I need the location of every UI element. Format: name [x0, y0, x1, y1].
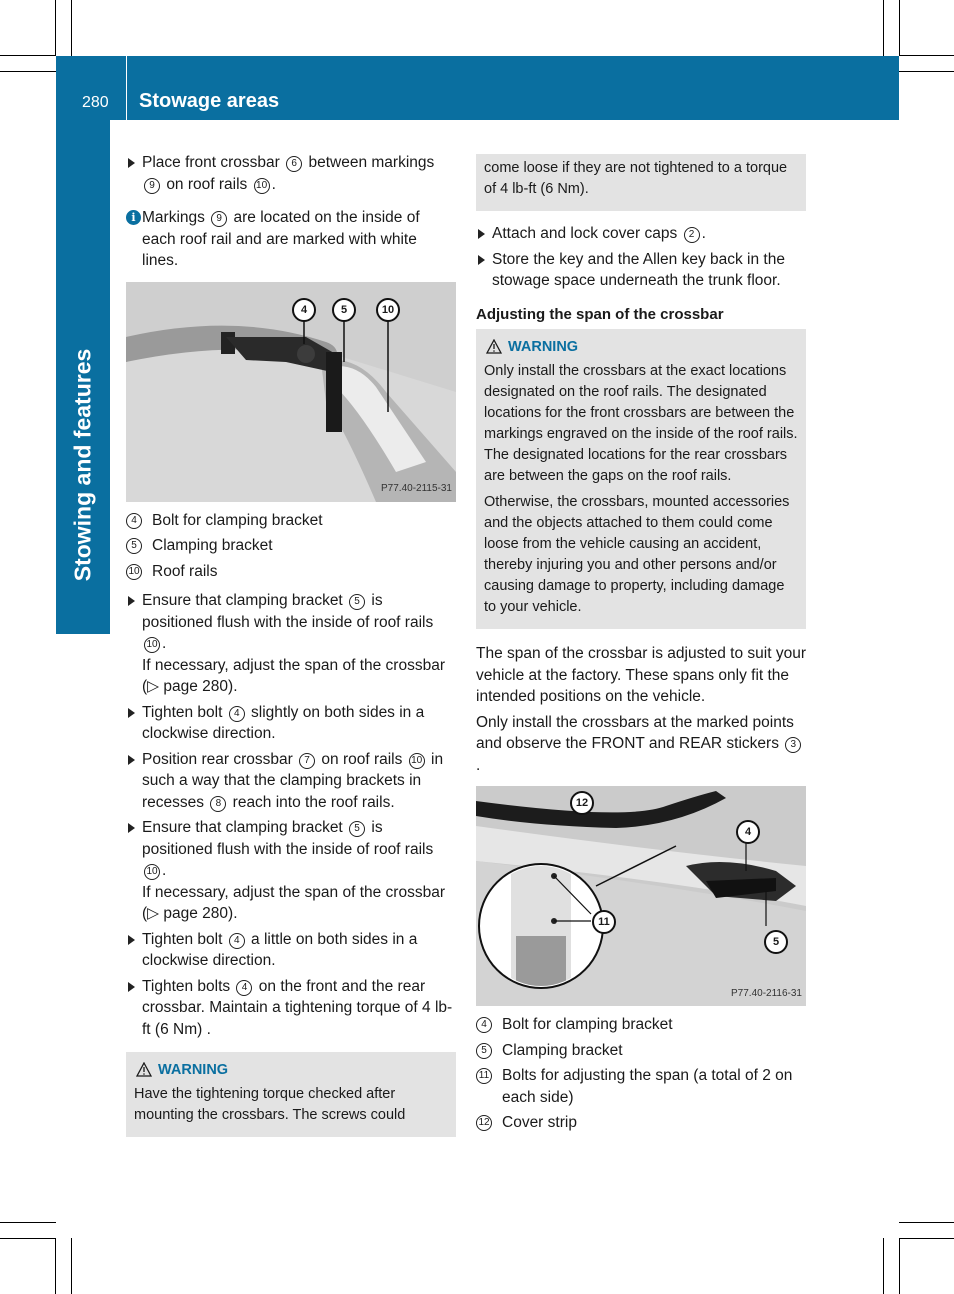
legend-text: Bolts for adjusting the span (a total of 2 on each side): [502, 1067, 793, 1106]
spacer: [476, 211, 806, 223]
figure-crossbar-span: [476, 786, 806, 1006]
callout-4: 4: [292, 298, 316, 322]
legend-text: Cover strip: [502, 1114, 577, 1131]
step-text: Ensure that clamping bracket: [142, 819, 343, 836]
page-number: 280: [82, 94, 109, 111]
crop-mark: [0, 1238, 56, 1239]
ref-number: 12: [476, 1115, 492, 1131]
right-column: [476, 154, 806, 1138]
ref-number: 10: [144, 864, 160, 880]
legend-item: [476, 1065, 806, 1108]
legend-text: Clamping bracket: [502, 1041, 623, 1059]
figure-code: P77.40-2115-31: [381, 483, 452, 494]
crop-mark: [883, 0, 884, 56]
step-tighten-bolts-torque: [126, 976, 456, 1041]
figure-code: P77.40-2116-31: [731, 987, 802, 999]
header-divider: [126, 56, 127, 120]
paragraph-text: .: [476, 756, 481, 774]
crop-mark: [55, 1238, 56, 1294]
info-icon: i: [126, 210, 141, 225]
ref-number: 5: [126, 538, 142, 554]
ref-number: 4: [126, 513, 142, 529]
ref-number: 3: [785, 737, 801, 753]
step-text: on roof rails: [166, 175, 248, 193]
ref-number: 9: [144, 178, 160, 194]
warning-heading: [484, 337, 798, 358]
legend-text: Bolt for clamping bracket: [502, 1016, 673, 1033]
warning-title: WARNING: [508, 339, 579, 355]
crop-mark: [899, 0, 900, 56]
crop-mark: [883, 1238, 884, 1294]
ref-number: 4: [229, 933, 245, 949]
step-text: Place front crossbar: [142, 154, 280, 171]
ref-number: 4: [229, 706, 245, 722]
warning-title: WARNING: [158, 1062, 229, 1078]
crop-mark: [0, 71, 56, 72]
step-text: .: [162, 862, 167, 879]
warning-triangle-icon: [486, 339, 502, 354]
ref-number: 10: [144, 637, 160, 653]
step-text: a little on both sides in a clockwise direction.: [142, 930, 418, 969]
step-text: Attach and lock cover caps: [492, 225, 678, 242]
figure-roof-rail-clamp: [126, 282, 456, 502]
step-text: reach into the roof rails.: [232, 793, 395, 811]
section-title: Stowage areas: [139, 90, 280, 112]
warning-text: Otherwise, the crossbars, mounted accessories and the objects attached to them could come loose from the vehicle causing an accident, thereby injuring you and other persons and/or causing damage to property, including damage to your vehicle.: [484, 494, 790, 615]
step-place-front-crossbar: [126, 152, 456, 195]
ref-number: 2: [684, 227, 700, 243]
step-text: .: [701, 225, 706, 242]
ref-number: 11: [476, 1068, 492, 1084]
ref-number: 10: [409, 753, 425, 769]
callout-5: 5: [764, 930, 788, 954]
callout-4: 4: [736, 820, 760, 844]
ref-number: 4: [476, 1017, 492, 1033]
ref-number: 10: [254, 178, 270, 194]
warning-text: Only install the crossbars at the exact locations designated on the roof rails. The designated locations for the front crossbars are between the markings engraved on the inside of the roof rails. The designated locations for the rear crossbars are between the gaps on the roof rails.: [484, 363, 798, 484]
step-text: If necessary, adjust the span of the crossbar (▷ page 280).: [142, 656, 445, 695]
ref-number: 7: [299, 753, 315, 769]
step-tighten-bolt-slightly: [126, 702, 456, 745]
crop-mark: [55, 0, 56, 56]
step-text: Ensure that clamping bracket: [142, 592, 343, 609]
ref-number: 5: [476, 1043, 492, 1059]
step-text: on roof rails: [321, 750, 403, 768]
step-text: on the front and the rear crossbar. Maintain a tightening torque of 4 lb-ft (6 Nm) .: [142, 977, 453, 1038]
step-ensure-clamp-flush-rear: [126, 817, 456, 925]
callout-11: 11: [592, 910, 616, 934]
crossbar-span-illustration: [476, 786, 806, 1006]
info-text: are located on the inside of each roof rail and are marked with white lines.: [142, 209, 420, 269]
callout-12: 12: [570, 791, 594, 815]
paragraph: The span of the crossbar is adjusted to suit your vehicle at the factory. These spans only fit the intended positions on the vehicle.: [476, 645, 806, 705]
subheading: Adjusting the span of the crossbar: [476, 305, 724, 323]
info-note: [126, 207, 456, 272]
crop-mark: [899, 71, 954, 72]
step-text: is positioned flush with the inside of roof rails: [142, 819, 434, 858]
ref-number: 4: [236, 980, 252, 996]
step-text: in such a way that the clamping brackets in recesses: [142, 750, 444, 811]
warning-box: [126, 1052, 456, 1137]
left-column: [126, 152, 456, 1137]
step-text: Position rear crossbar: [142, 750, 293, 768]
legend-item: [126, 561, 456, 583]
step-text: is positioned flush with the inside of roof rails: [142, 592, 434, 631]
warning-text: Have the tightening torque checked after mounting the crossbars. The screws could: [134, 1086, 406, 1123]
callout-10: 10: [376, 298, 400, 322]
ref-number: 6: [286, 156, 302, 172]
crop-mark: [71, 1238, 72, 1294]
legend-item: [476, 1112, 806, 1134]
crop-mark: [0, 55, 56, 56]
ref-number: 5: [349, 594, 365, 610]
legend-text: Clamping bracket: [152, 537, 273, 554]
legend-item: [126, 535, 456, 557]
crop-mark: [899, 1238, 954, 1239]
roof-rail-illustration: [126, 282, 456, 502]
crop-mark: [0, 1222, 56, 1223]
spacer: [476, 629, 806, 643]
crop-mark: [71, 0, 72, 56]
step-position-rear-crossbar: [126, 749, 456, 814]
legend-item: [476, 1040, 806, 1062]
ref-number: 8: [210, 796, 226, 812]
paragraph-text: Only install the crossbars at the marked points and observe the FRONT and REAR stickers: [476, 713, 794, 752]
crop-mark: [899, 1238, 900, 1294]
callout-5: 5: [332, 298, 356, 322]
legend-item: [476, 1014, 806, 1036]
info-text: Markings: [142, 209, 205, 226]
legend-text: Roof rails: [152, 562, 218, 580]
step-text: Tighten bolt: [142, 930, 223, 948]
step-ensure-clamp-flush: [126, 590, 456, 698]
step-text: Tighten bolt: [142, 703, 223, 721]
crop-mark: [899, 55, 954, 56]
step-text: .: [162, 635, 167, 652]
step-tighten-bolt-little: [126, 929, 456, 972]
step-text: between markings: [308, 154, 435, 171]
ref-number: 5: [349, 821, 365, 837]
step-text: .: [271, 175, 276, 193]
warning-heading: [134, 1060, 448, 1081]
ref-number: 9: [211, 211, 227, 227]
step-text: slightly on both sides in a clockwise direction.: [142, 703, 425, 742]
warning-text: come loose if they are not tightened to a torque of 4 lb-ft (6 Nm).: [484, 160, 788, 197]
step-text: Tighten bolts: [142, 977, 231, 995]
page-header: [56, 56, 899, 120]
legend-text: Bolt for clamping bracket: [152, 511, 323, 529]
step-store-key: [476, 249, 806, 292]
crop-mark: [899, 1222, 954, 1223]
warning-box-continued: [476, 154, 806, 211]
warning-box: [476, 329, 806, 629]
step-attach-cover-caps: [476, 223, 806, 245]
side-tab-label: Stowing and features: [69, 348, 96, 582]
step-text: Store the key and the Allen key back in the stowage space underneath the trunk floor.: [492, 250, 785, 289]
step-text: If necessary, adjust the span of the crossbar (▷ page 280).: [142, 883, 445, 922]
ref-number: 10: [126, 564, 142, 580]
legend-item: [126, 510, 456, 532]
warning-triangle-icon: [136, 1062, 152, 1077]
paragraph: [476, 712, 806, 777]
